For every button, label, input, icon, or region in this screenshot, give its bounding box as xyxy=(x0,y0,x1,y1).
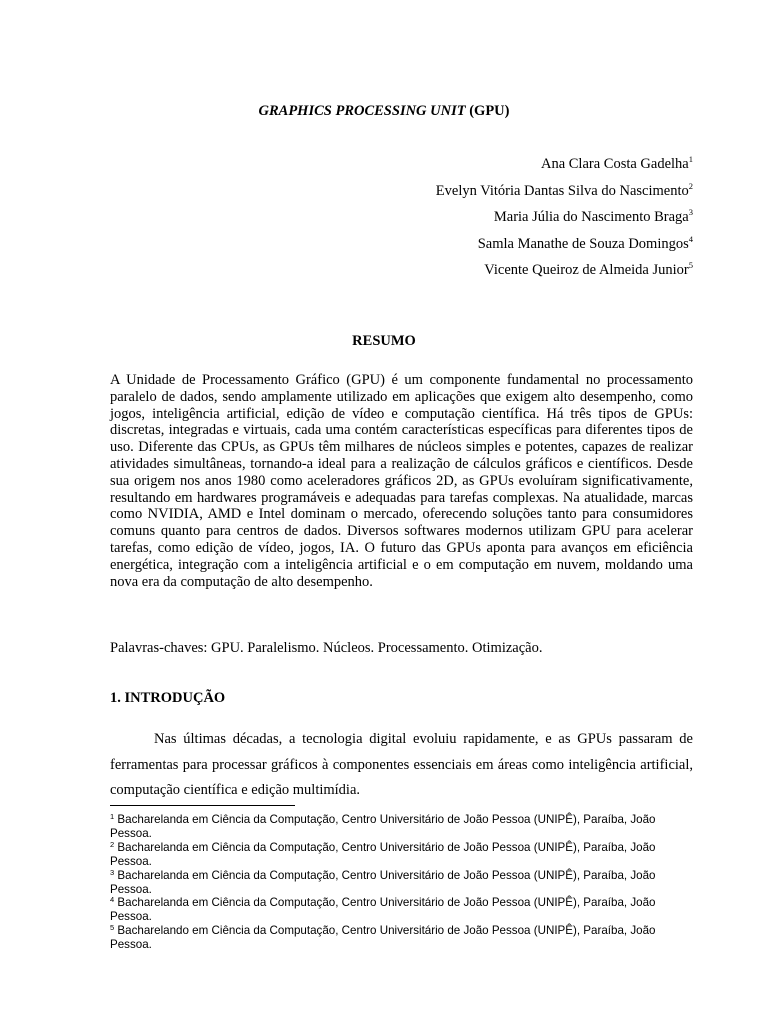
author-name: Maria Júlia do Nascimento Braga xyxy=(493,209,689,225)
footnote-number: 4 xyxy=(110,895,115,905)
section-heading: 1. INTRODUÇÃO xyxy=(110,690,226,706)
footnote xyxy=(110,924,693,952)
author-line xyxy=(436,178,693,205)
document-title xyxy=(0,101,768,121)
author-line xyxy=(436,231,693,258)
author-list xyxy=(436,151,693,284)
footnote xyxy=(110,813,693,841)
title-plain-part: (GPU) xyxy=(465,103,510,119)
footnote xyxy=(110,896,693,924)
footnote-text: Bacharelanda em Ciência da Computação, Centro Universitário de João Pessoa (UNIPÊ), Paraíba, João Pessoa. xyxy=(110,868,656,896)
footnote-number: 1 xyxy=(110,812,115,821)
author-name: Evelyn Vitória Dantas Silva do Nascimento xyxy=(435,182,689,199)
introduction-paragraph: Nas últimas décadas, a tecnologia digital evoluiu rapidamente, e as GPUs passaram de ferramentas para processar gráficos à componentes essenciais em áreas como inteligência artificial, computação científica e edição multimídia. xyxy=(110,731,693,798)
footnote xyxy=(110,869,693,897)
footnote-marker: 5 xyxy=(688,260,693,270)
footnote xyxy=(110,841,693,869)
author-name: Ana Clara Costa Gadelha xyxy=(540,156,689,172)
footnote-text: Bacharelanda em Ciência da Computação, Centro Universitário de João Pessoa (UNIPÊ), Paraíba, João Pessoa. xyxy=(110,840,656,868)
author-line xyxy=(436,257,693,284)
title-italic-part: GRAPHICS PROCESSING UNIT xyxy=(258,103,466,119)
keywords-line: Palavras-chaves: GPU. Paralelismo. Núcleos. Processamento. Otimização. xyxy=(110,640,543,656)
footnote-number: 3 xyxy=(110,867,115,877)
author-line xyxy=(436,204,693,231)
footnote-number: 5 xyxy=(110,923,115,933)
footnote-marker: 4 xyxy=(688,233,693,244)
author-name: Samla Manathe de Souza Domingos xyxy=(477,235,689,252)
footnote-separator xyxy=(110,805,295,806)
footnote-marker: 1 xyxy=(688,154,693,164)
footnote-marker: 3 xyxy=(688,207,693,217)
footnote-number: 2 xyxy=(110,839,115,849)
footnote-text: Bacharelanda em Ciência da Computação, Centro Universitário de João Pessoa (UNIPÊ), Paraíba, João Pessoa. xyxy=(110,896,656,924)
footnotes xyxy=(110,813,693,952)
footnote-text: Bacharelanda em Ciência da Computação, Centro Universitário de João Pessoa (UNIPÊ), Paraíba, João Pessoa. xyxy=(110,813,656,840)
abstract-heading: RESUMO xyxy=(352,333,416,349)
footnote-marker: 2 xyxy=(688,180,693,191)
footnote-text: Bacharelando em Ciência da Computação, Centro Universitário de João Pessoa (UNIPÊ), Paraíba, João Pessoa. xyxy=(110,924,656,952)
author-line xyxy=(436,151,693,178)
abstract-body: A Unidade de Processamento Gráfico (GPU) é um componente fundamental no processamento paralelo de dados, sendo amplamente utilizado em aplicações que exigem alto desempenho, como jogos, inteligência artificial, edição de vídeo e computação científica. Há três tipos de GPUs: discretas, integradas e virtuais, cada uma contém características específicas para diferentes tipos de uso. Diferente das CPUs, as GPUs têm milhares de núcleos simples e potentes, capazes de realizar atividades simultâneas, tornando-a ideal para a realização de cálculos gráficos e científicos. Desde sua origem nos anos 1980 como aceleradores gráficos 2D, as GPUs evoluíram significativamente, resultando em hardwares programáveis e adequadas para tarefas complexas. Na atualidade, marcas como NVIDIA, AMD e Intel dominam o mercado, oferecendo soluções tanto para consumidores comuns quanto para centros de dados. Diversos softwares modernos utilizam GPU para acelerar tarefas, como edição de vídeo, jogos, IA. O futuro das GPUs aponta para avanços em eficiência energética, integração com a inteligência artificial e o em computação em nuvem, moldando uma nova era da computação de alto desempenho. xyxy=(110,372,693,590)
author-name: Vicente Queiroz de Almeida Junior xyxy=(484,262,689,278)
